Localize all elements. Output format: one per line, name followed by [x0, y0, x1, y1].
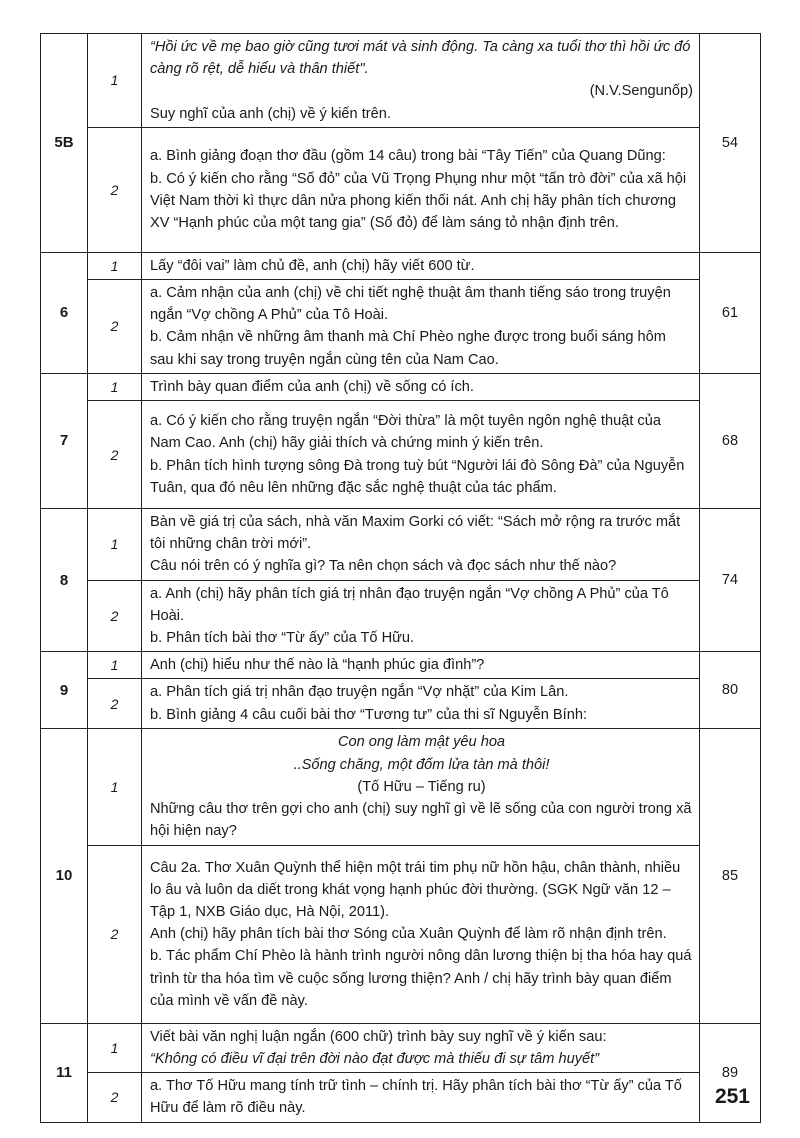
- question-number: 2: [88, 845, 142, 1023]
- question-text: [142, 127, 700, 252]
- question-paragraph: ..Sống chăng, một đốm lửa tàn mà thôi!: [293, 756, 550, 773]
- page-reference: 85: [700, 728, 761, 1023]
- table-row: [41, 34, 761, 128]
- question-text: [142, 652, 700, 679]
- question-number: 1: [88, 373, 142, 400]
- topic-number: 8: [41, 509, 88, 652]
- question-number: 1: [88, 509, 142, 581]
- question-text: [142, 401, 700, 509]
- page-reference: 80: [700, 652, 761, 729]
- question-paragraph: a. Cảm nhận của anh (chị) về chi tiết nghệ thuật âm thanh tiếng sáo trong truyện ngắn “Vợ chồng A Phủ” của Tô Hoài.: [150, 285, 671, 324]
- table-row: [41, 127, 761, 252]
- page-reference: 68: [700, 373, 761, 508]
- question-paragraph: a. Anh (chị) hãy phân tích giá trị nhân đạo truyện ngắn “Vợ chồng A Phủ” của Tô Hoài.: [150, 585, 669, 624]
- question-paragraph: Lấy “đôi vai” làm chủ đề, anh (chị) hãy viết 600 từ.: [150, 257, 475, 274]
- question-text: [142, 845, 700, 1023]
- question-text: [142, 679, 700, 728]
- question-paragraph: Suy nghĩ của anh (chị) về ý kiến trên.: [150, 105, 391, 122]
- question-text: [142, 280, 700, 374]
- question-paragraph: a. Có ý kiến cho rằng truyện ngắn “Đời thừa” là một tuyên ngôn nghệ thuật của Nam Cao. Anh (chị) hãy giải thích và chứng minh ý kiến trên.: [150, 413, 661, 452]
- table-row: [41, 509, 761, 581]
- question-number: 1: [88, 652, 142, 679]
- question-number: 1: [88, 34, 142, 128]
- question-number: 2: [88, 1073, 142, 1122]
- question-paragraph: Anh (chị) hãy phân tích bài thơ Sóng của Xuân Quỳnh để làm rõ nhận định trên.: [150, 926, 667, 943]
- question-number: 1: [88, 252, 142, 279]
- table-body: [41, 34, 761, 1123]
- topic-number: 9: [41, 652, 88, 729]
- question-paragraph: a. Thơ Tố Hữu mang tính trữ tình – chính trị. Hãy phân tích bài thơ “Từ ấy” của Tố Hữu để làm rõ điều này.: [150, 1078, 682, 1117]
- question-paragraph: (Tố Hữu – Tiếng ru): [357, 778, 486, 795]
- question-text: [142, 252, 700, 279]
- question-paragraph: b. Tác phẩm Chí Phèo là hành trình người nông dân lương thiện bị tha hóa hay quá trình từ tha hóa tìm về cuộc sống lương thiện? Anh / chị hãy trình bày quan điểm của mình về vấn đề này.: [150, 948, 692, 1009]
- question-number: 1: [88, 1023, 142, 1072]
- question-text: [142, 1023, 700, 1072]
- question-paragraph: b. Phân tích hình tượng sông Đà trong tuỳ bút “Người lái đò Sông Đà” của Nguyễn Tuân, qua đó nêu lên những đặc sắc nghệ thuật của tác phẩm.: [150, 457, 685, 496]
- exam-topics-table: [40, 33, 761, 1123]
- table-row: [41, 280, 761, 374]
- table-row: [41, 401, 761, 509]
- topic-number: 5B: [41, 34, 88, 253]
- page-reference: 74: [700, 509, 761, 652]
- question-text: [142, 34, 700, 128]
- question-text: [142, 1073, 700, 1122]
- page-reference: 61: [700, 252, 761, 373]
- question-paragraph: Anh (chị) hiểu như thế nào là “hạnh phúc gia đình”?: [150, 657, 485, 674]
- question-paragraph: b. Bình giảng 4 câu cuối bài thơ “Tương tư” của thi sĩ Nguyễn Bính:: [150, 706, 588, 723]
- topic-number: 6: [41, 252, 88, 373]
- question-paragraph: a. Phân tích giá trị nhân đạo truyện ngắn “Vợ nhặt” của Kim Lân.: [150, 684, 569, 701]
- table-row: [41, 728, 761, 845]
- question-paragraph: Con ong làm mật yêu hoa: [337, 734, 506, 751]
- question-paragraph: Bàn về giá trị của sách, nhà văn Maxim Gorki có viết: “Sách mở rộng ra trước mắt tôi những chân trời mới”.: [150, 514, 681, 553]
- question-text: [142, 580, 700, 652]
- question-paragraph: Trình bày quan điểm của anh (chị) về sống có ích.: [150, 378, 474, 395]
- question-paragraph: b. Cảm nhận về những âm thanh mà Chí Phèo nghe được trong buổi sáng hôm sau khi say trong truyện ngắn cùng tên của Nam Cao.: [150, 329, 666, 368]
- table-row: [41, 679, 761, 728]
- table-row: [41, 652, 761, 679]
- page-number: 251: [714, 1085, 750, 1108]
- table-row: [41, 580, 761, 652]
- question-paragraph: Câu nói trên có ý nghĩa gì? Ta nên chọn sách và đọc sách như thế nào?: [150, 558, 617, 575]
- question-number: 2: [88, 679, 142, 728]
- question-number: 2: [88, 127, 142, 252]
- question-paragraph: “Không có điều vĩ đại trên đời nào đạt được mà thiếu đi sự tâm huyết”: [150, 1051, 600, 1068]
- question-paragraph: b. Phân tích bài thơ “Từ ấy” của Tố Hữu.: [150, 630, 415, 647]
- page-reference: 89: [700, 1023, 761, 1122]
- question-paragraph: a. Bình giảng đoạn thơ đầu (gồm 14 câu) trong bài “Tây Tiến” của Quang Dũng:: [150, 148, 666, 165]
- question-paragraph: (N.V.Sengunốp): [589, 83, 693, 100]
- table-row: [41, 252, 761, 279]
- question-text: [142, 373, 700, 400]
- question-text: [142, 509, 700, 581]
- topic-number: 10: [41, 728, 88, 1023]
- question-number: 2: [88, 580, 142, 652]
- question-number: 2: [88, 401, 142, 509]
- question-text: [142, 728, 700, 845]
- question-number: 1: [88, 728, 142, 845]
- table-row: [41, 373, 761, 400]
- table-row: [41, 845, 761, 1023]
- question-paragraph: Viết bài văn nghị luận ngắn (600 chữ) trình bày suy nghĩ về ý kiến sau:: [150, 1028, 607, 1045]
- page-reference: 54: [700, 34, 761, 253]
- table-row: [41, 1073, 761, 1122]
- question-paragraph: b. Có ý kiến cho rằng “Số đỏ” của Vũ Trọng Phụng như một “tấn trò đời” của xã hội Việt Nam thời kì thực dân nửa phong kiến thối nát. Anh chị hãy phân tích chương XV “Hạnh phúc của một tang gia” (Số đỏ) để làm sáng tỏ nhận định trên.: [150, 170, 687, 232]
- question-paragraph: “Hồi ức về mẹ bao giờ cũng tươi mát và sinh động. Ta càng xa tuổi thơ thì hồi ức đó càng rõ rệt, dễ hiểu và thân thiết".: [150, 39, 691, 78]
- topic-number: 11: [41, 1023, 88, 1122]
- topic-number: 7: [41, 373, 88, 508]
- question-paragraph: Những câu thơ trên gợi cho anh (chị) suy nghĩ gì về lẽ sống của con người trong xã hội hiện nay?: [150, 800, 692, 840]
- table-row: [41, 1023, 761, 1072]
- question-paragraph: Câu 2a. Thơ Xuân Quỳnh thể hiện một trái tim phụ nữ hồn hậu, chân thành, nhiều lo âu và luôn da diết trong khát vọng hạnh phúc đời thường. (SGK Ngữ văn 12 – Tập 1, NXB Giáo dục, Hà Nội, 2011).: [150, 859, 681, 921]
- question-number: 2: [88, 280, 142, 374]
